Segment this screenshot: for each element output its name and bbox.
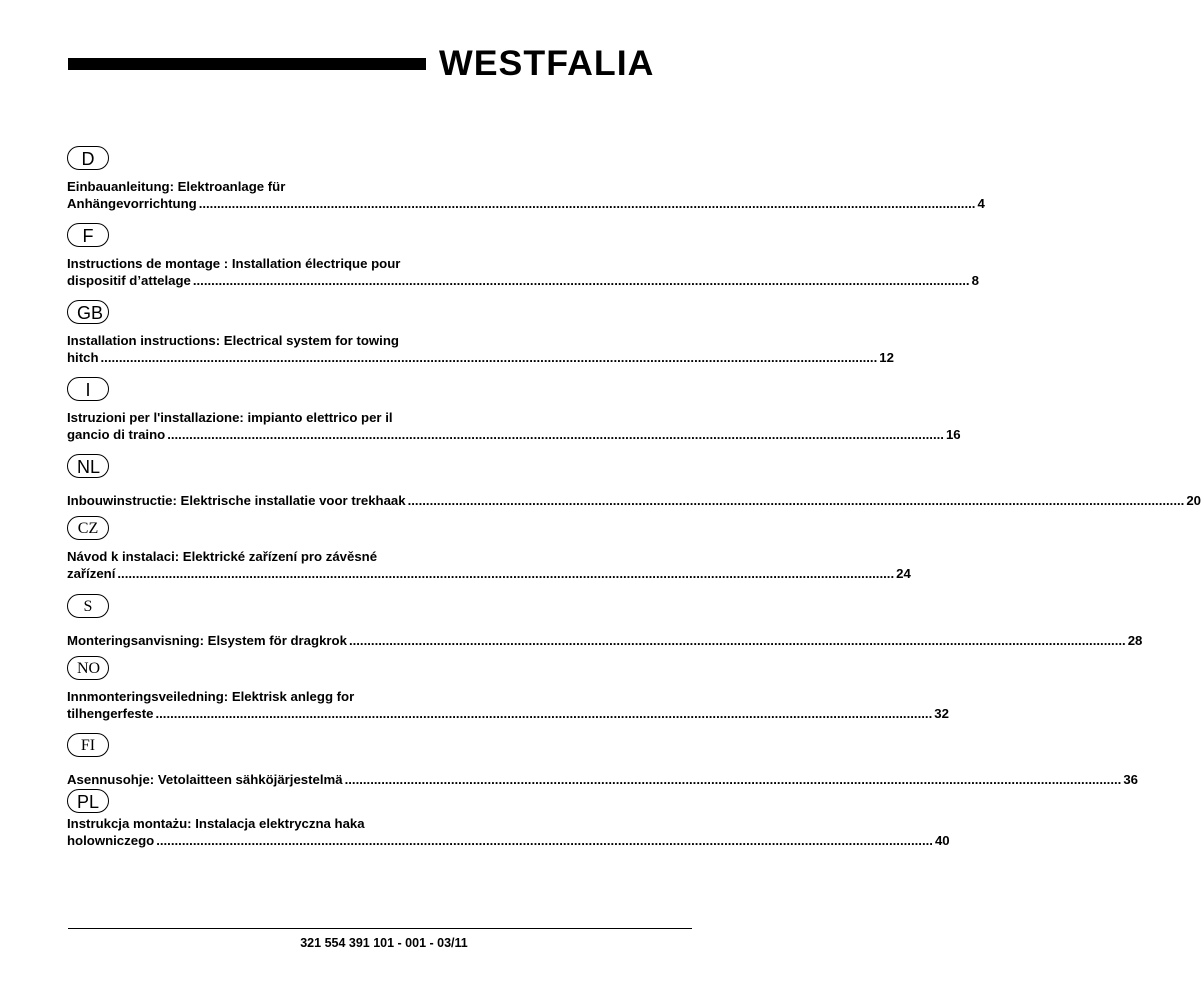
- toc-entry-title: Einbauanleitung: Elektroanlage für: [67, 179, 286, 194]
- toc-entry-title: Innmonteringsveiledning: Elektrisk anlegg for: [67, 689, 355, 704]
- toc-section-nl: [67, 454, 1201, 509]
- toc-page-number: 28: [1127, 633, 1143, 648]
- toc-section-fi: [67, 733, 1138, 788]
- toc-section-cz: [67, 516, 911, 582]
- toc-page-number: 36: [1123, 772, 1138, 787]
- toc-section-no: [67, 656, 949, 722]
- toc-page-number: 8: [971, 273, 979, 288]
- toc-entry[interactable]: [67, 815, 950, 849]
- language-badge: S: [67, 594, 109, 618]
- toc-section-d: [67, 146, 985, 212]
- toc-entry[interactable]: [67, 771, 1138, 788]
- toc-entry-title: Istruzioni per l'installazione: impianto elettrico per il: [67, 410, 393, 425]
- toc-entry-title: Instrukcja montażu: Instalacja elektryczna haka: [67, 816, 365, 831]
- toc-entry[interactable]: [67, 332, 894, 366]
- toc-entry[interactable]: [67, 178, 985, 212]
- toc-entry-title-cont: tilhengerfeste: [67, 706, 154, 721]
- toc-section-i: [67, 377, 961, 443]
- toc-section-gb: [67, 300, 894, 366]
- language-badge: I: [67, 377, 109, 401]
- toc-entry-title-cont: dispositif d’attelage: [67, 273, 191, 288]
- toc-entry-title: Instructions de montage : Installation électrique pour: [67, 256, 401, 271]
- toc-entry[interactable]: [67, 492, 1201, 509]
- language-badge: CZ: [67, 516, 109, 540]
- toc-page-number: 40: [934, 833, 950, 848]
- toc-entry[interactable]: [67, 255, 979, 289]
- toc-page-number: 24: [896, 566, 911, 581]
- toc-entry-title: Monteringsanvisning: Elsystem för dragkrok: [67, 633, 347, 648]
- toc-entry-title: Inbouwinstructie: Elektrische installatie voor trekhaak: [67, 493, 406, 508]
- toc-entry-title-cont: zařízení: [67, 566, 116, 581]
- toc-entry[interactable]: [67, 548, 911, 582]
- toc-section-s: [67, 594, 1143, 649]
- language-badge: F: [67, 223, 109, 247]
- toc-section-f: [67, 223, 979, 289]
- toc-page-number: 16: [945, 427, 961, 442]
- toc-entry-title-cont: gancio di traino: [67, 427, 166, 442]
- footer-divider: [68, 928, 692, 929]
- toc-page-number: 20: [1186, 493, 1201, 508]
- toc-page-number: 12: [879, 350, 894, 365]
- language-badge: GB: [67, 300, 109, 324]
- language-badge: FI: [67, 733, 109, 757]
- language-badge: PL: [67, 789, 109, 813]
- toc-page-number: 4: [977, 196, 985, 211]
- toc-entry[interactable]: [67, 409, 961, 443]
- language-badge: NO: [67, 656, 109, 680]
- language-badge: NL: [67, 454, 109, 478]
- toc-section-pl: [67, 789, 950, 849]
- language-badge: D: [67, 146, 109, 170]
- brand-logo: WESTFALIA: [439, 44, 655, 83]
- document-number: 321 554 391 101 - 001 - 03/11: [300, 936, 468, 950]
- toc-entry-title-cont: holowniczego: [67, 833, 155, 848]
- toc-entry-title: Návod k instalaci: Elektrické zařízení pro závěsné: [67, 549, 378, 564]
- toc-entry-title: Asennusohje: Vetolaitteen sähköjärjestelmä: [67, 772, 343, 787]
- toc-page-number: 32: [934, 706, 949, 721]
- toc-entry-title-cont: Anhängevorrichtung: [67, 196, 197, 211]
- toc-entry[interactable]: [67, 688, 949, 722]
- toc-entry[interactable]: [67, 632, 1143, 649]
- header-bar: [68, 58, 426, 70]
- toc-entry-title-cont: hitch: [67, 350, 99, 365]
- toc-entry-title: Installation instructions: Electrical system for towing: [67, 333, 399, 348]
